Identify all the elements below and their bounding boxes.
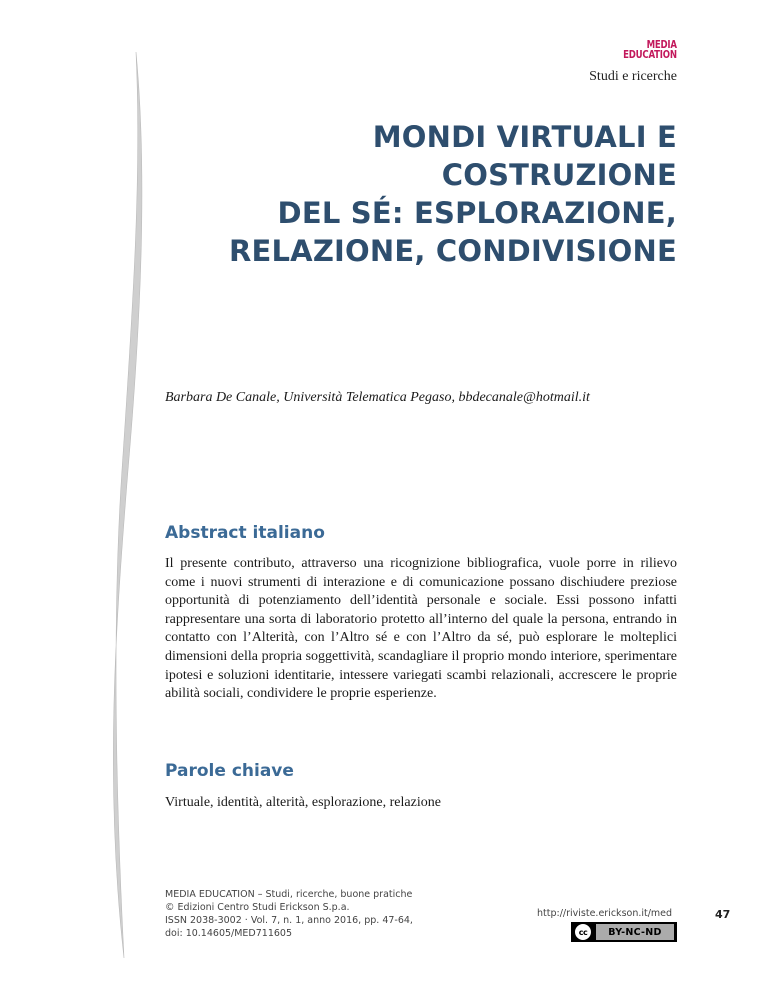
- page-number: 47: [715, 908, 731, 921]
- footer-line-1: MEDIA EDUCATION – Studi, ricerche, buone pratiche: [165, 889, 413, 900]
- logo-line-media: MEDIA: [646, 38, 677, 51]
- author-affiliation: Barbara De Canale, Università Telematica Pegaso, bbdecanale@hotmail.it: [165, 390, 590, 405]
- section-label: Studi e ricerche: [589, 69, 677, 84]
- footer-line-3: ISSN 2038-3002 · Vol. 7, n. 1, anno 2016, pp. 47-64,: [165, 915, 413, 926]
- title-line-3: RELAZIONE, CONDIVISIONE: [228, 234, 677, 268]
- article-title: [157, 118, 677, 270]
- footer-citation: [165, 888, 465, 940]
- cc-license-text: BY-NC-ND: [596, 924, 674, 940]
- abstract-heading: Abstract italiano: [165, 523, 325, 543]
- cc-license-badge[interactable]: [571, 922, 677, 942]
- footer-line-2: © Edizioni Centro Studi Erickson S.p.a.: [165, 902, 350, 913]
- title-line-2: DEL SÉ: ESPLORAZIONE,: [277, 196, 677, 230]
- journal-url[interactable]: http://riviste.erickson.it/med: [537, 908, 673, 919]
- journal-logo: [623, 40, 677, 60]
- keywords-heading: Parole chiave: [165, 761, 294, 781]
- footer-line-4: doi: 10.14605/MED711605: [165, 928, 293, 939]
- logo-line-education: EDUCATION: [623, 48, 677, 61]
- abstract-text: Il presente contributo, attraverso una ricognizione bibliografica, vuole porre in rilievo come i nuovi strumenti di interazione e di comunicazione possano dischiudere preziose opportunità di potenziamento dell’identità personale e sociale. Essi possono infatti rappresentare una sorta di laboratorio protetto all’interno del quale la persona, entrando in contatto con l’Alterità, con l’Altro sé e con l’Altro da sé, può esplorare le molteplici dimensioni della propria soggettività, scandagliare il proprio mondo interiore, sperimentare ipotesi e soluzioni identitarie, intessere variegati scambi relazionali, accrescere le proprie abilità sociali, condividere le proprie esperienze.: [165, 556, 677, 702]
- keywords-text: Virtuale, identità, alterità, esplorazione, relazione: [165, 795, 441, 810]
- title-line-1: MONDI VIRTUALI E COSTRUZIONE: [372, 120, 677, 192]
- cc-icon: cc: [574, 923, 592, 941]
